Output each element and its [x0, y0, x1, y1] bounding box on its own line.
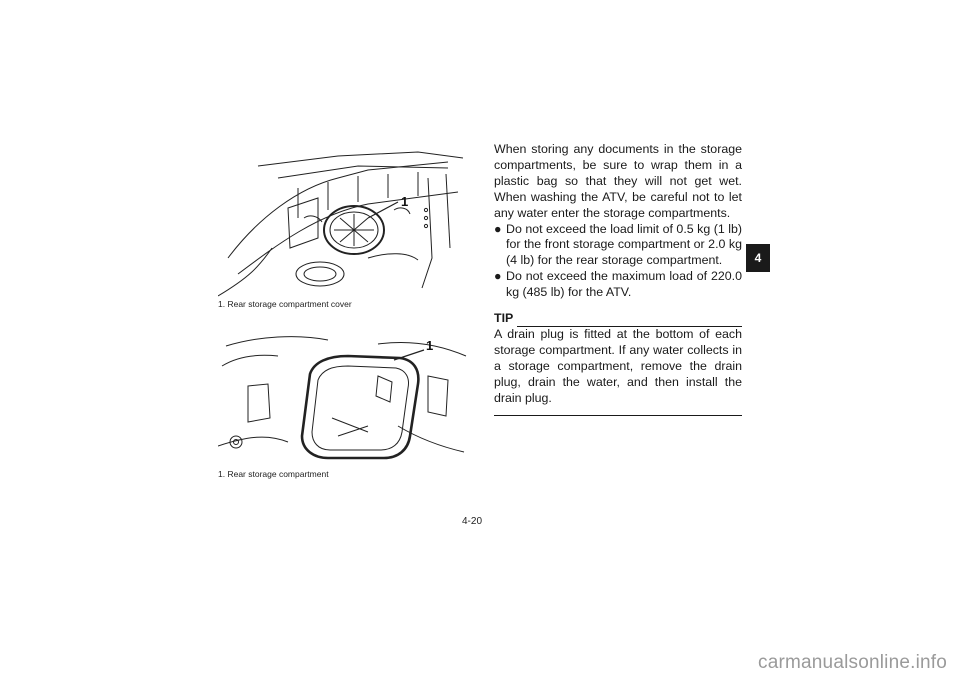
intro-paragraph: When storing any documents in the storage compartments, be sure to wrap them in a plastic bag so that they will not get wet. When washing the ATV, be careful not to let any water enter the storage compartments. — [494, 142, 742, 220]
chapter-tab: 4 — [746, 244, 770, 272]
bullet-item — [494, 222, 742, 270]
bullet-text: Do not exceed the load limit of 0.5 kg (1 lb) for the front storage compartment or 2.0 kg (4 lb) for the rear storage compartment. — [506, 221, 742, 268]
bullet-icon: ● — [494, 269, 502, 284]
tip-rule — [517, 315, 742, 327]
bullet-icon: ● — [494, 221, 502, 236]
rear-storage-compartment-illustration — [218, 326, 468, 466]
rear-storage-cover-illustration — [218, 148, 468, 300]
page-number: 4-20 — [462, 516, 483, 527]
body-text-column — [494, 142, 742, 416]
tip-header — [494, 311, 742, 327]
bullet-item — [494, 269, 742, 301]
tip-heading: TIP — [494, 311, 514, 326]
figure-caption-top: 1. Rear storage compartment cover — [218, 299, 352, 309]
callout-number: 1 — [426, 338, 434, 353]
bullet-text: Do not exceed the maximum load of 220.0 kg (485 lb) for the ATV. — [506, 269, 742, 300]
tip-text: A drain plug is fitted at the bottom of each storage compartment. If any water collects in a storage compartment, remove the drain plug, drain the water, and then install the drain plug. — [494, 326, 742, 405]
figure-caption-bottom: 1. Rear storage compartment — [218, 469, 329, 479]
tip-end-rule — [494, 415, 742, 416]
watermark: carmanualsonline.info — [758, 652, 948, 673]
callout-number: 1 — [401, 194, 409, 209]
